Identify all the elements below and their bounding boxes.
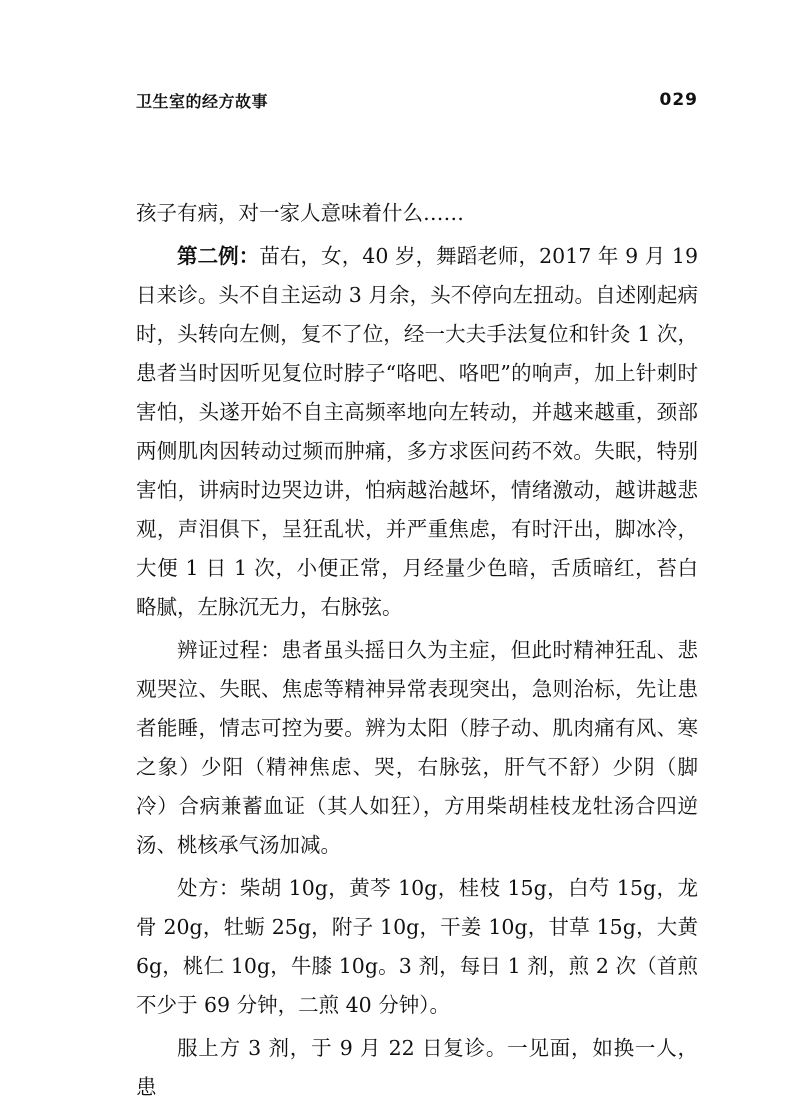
- paragraph-case-two: [136, 237, 698, 627]
- running-header: [136, 86, 698, 114]
- page-number: 029: [659, 90, 698, 110]
- paragraph-text: 辨证过程：患者虽头摇日久为主症，但此时精神狂乱、悲观哭泣、失眠、焦虑等精神异常表现突出，急则治标，先让患者能睡，情志可控为要。辨为太阳（脖子动、肌肉痛有风、寒之象）少阳（精神焦虑、哭，右脉弦，肝气不舒）少阴（脚冷）合病兼蓄血证（其人如狂），方用柴胡桂枝龙牡汤合四逆汤、桃核承气汤加减。: [136, 638, 698, 857]
- body-text: [136, 194, 698, 1111]
- book-title: 卫生室的经方故事: [136, 91, 269, 111]
- paragraph: [136, 194, 698, 233]
- paragraph-text: 孩子有病，对一家人意味着什么……: [136, 201, 464, 225]
- paragraph-text: 苗右，女，40 岁，舞蹈老师，2017 年 9 月 19 日来诊。头不自主运动 3 月余，头不停向左扭动。自述刚起病时，头转向左侧，复不了位，经一大夫手法复位和针灸 1 次，患者当时因听见复位时脖子“咯吧、咯吧”的响声，加上针刺时害怕，头遂开始不自主高频率地向左转动，并越来越重，颈部两侧肌肉因转动过频而肿痛，多方求医问药不效。失眠，特别害怕，讲病时边哭边讲，怕病越治越坏，情绪激动，越讲越悲观，声泪俱下，呈狂乱状，并严重焦虑，有时汗出，脚冰冷，大便 1 日 1 次，小便正常，月经量少色暗，舌质暗红，苔白略腻，左脉沉无力，右脉弦。: [136, 244, 699, 619]
- paragraph-text: 服上方 3 剂，于 9 月 22 日复诊。一见面，如换一人，患: [136, 1036, 698, 1099]
- paragraph-followup: [136, 1029, 698, 1107]
- paragraph-text: 处方：柴胡 10g，黄芩 10g，桂枝 15g，白芍 15g，龙骨 20g，牡蛎 25g，附子 10g，干姜 10g，甘草 15g，大黄 6g，桃仁 10g，牛膝 10g。3 剂，每日 1 剂，煎 2 次（首煎不少于 69 分钟，二煎 40 分钟）。: [136, 876, 698, 1017]
- case-label: 第二例：: [177, 244, 260, 268]
- paragraph-differentiation: [136, 631, 698, 865]
- paragraph-prescription: [136, 869, 698, 1025]
